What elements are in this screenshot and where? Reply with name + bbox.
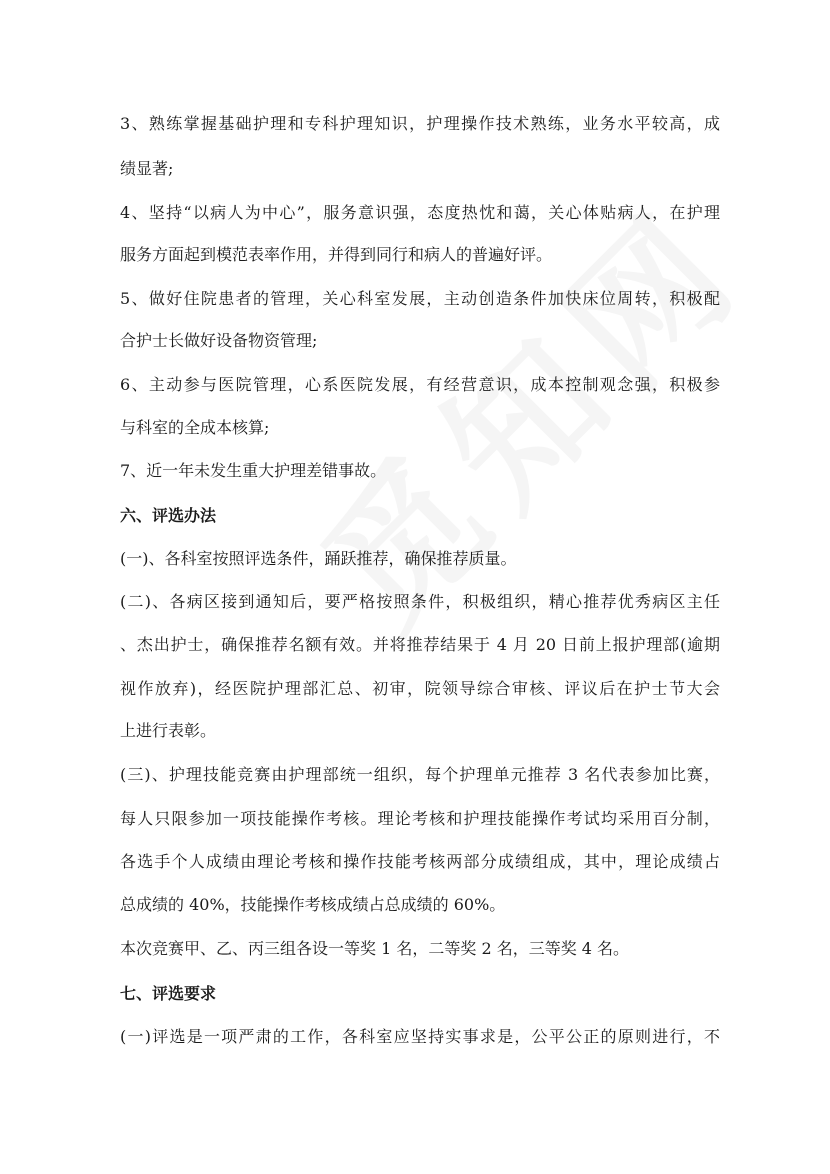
- paragraph-line: 与科室的全成本核算;: [120, 418, 270, 437]
- paragraph-line: 3、熟练掌握基础护理和专科护理知识，护理操作技术熟练，业务水平较高，成: [120, 114, 720, 133]
- paragraph-line: 绩显著;: [120, 159, 174, 178]
- paragraph-line: 4、坚持“以病人为中心”，服务意识强，态度热忱和蔼，关心体贴病人，在护理: [120, 203, 720, 222]
- paragraph-line: (三)、护理技能竞赛由护理部统一组织，每个护理单元推荐 3 名代表参加比赛，: [120, 765, 720, 784]
- paragraph-line: 总成绩的 40%，技能操作考核成绩占总成绩的 60%。: [120, 895, 506, 914]
- paragraph-line: 服务方面起到模范表率作用，并得到同行和病人的普遍好评。: [120, 245, 553, 264]
- paragraph-line: (一)评选是一项严肃的工作，各科室应坚持实事求是，公平公正的原则进行，不: [120, 1027, 720, 1046]
- paragraph-line: (一)、各科室按照评选条件，踊跃推荐，确保推荐质量。: [120, 549, 517, 568]
- paragraph-line: 每人只限参加一项技能操作考核。理论考核和护理技能操作考试均采用百分制，: [120, 809, 720, 828]
- paragraph-line: 视作放弃)，经医院护理部汇总、初审，院领导综合审核、评议后在护士节大会: [120, 679, 720, 698]
- section-heading: 六、评选办法: [120, 506, 217, 525]
- paragraph-line: 7、近一年未发生重大护理差错事故。: [120, 461, 387, 480]
- paragraph-line: 合护士长做好设备物资管理;: [120, 331, 318, 350]
- paragraph-line: 上进行表彰。: [120, 721, 217, 740]
- paragraph-line: 6、主动参与医院管理，心系医院发展，有经营意识，成本控制观念强，积极参: [120, 375, 720, 394]
- paragraph-line: 5、做好住院患者的管理，关心科室发展，主动创造条件加快床位周转，积极配: [120, 289, 720, 308]
- paragraph-line: 各选手个人成绩由理论考核和操作技能考核两部分成绩组成，其中，理论成绩占: [120, 852, 720, 871]
- section-heading: 七、评选要求: [120, 984, 217, 1003]
- paragraph-line: 、杰出护士，确保推荐名额有效。并将推荐结果于 4 月 20 日前上报护理部(逾期: [120, 635, 720, 654]
- paragraph-line: 本次竞赛甲、乙、丙三组各设一等奖 1 名，二等奖 2 名，三等奖 4 名。: [120, 939, 630, 958]
- paragraph-line: (二)、各病区接到通知后，要严格按照条件，积极组织，精心推荐优秀病区主任: [120, 592, 720, 611]
- watermark: [268, 151, 781, 664]
